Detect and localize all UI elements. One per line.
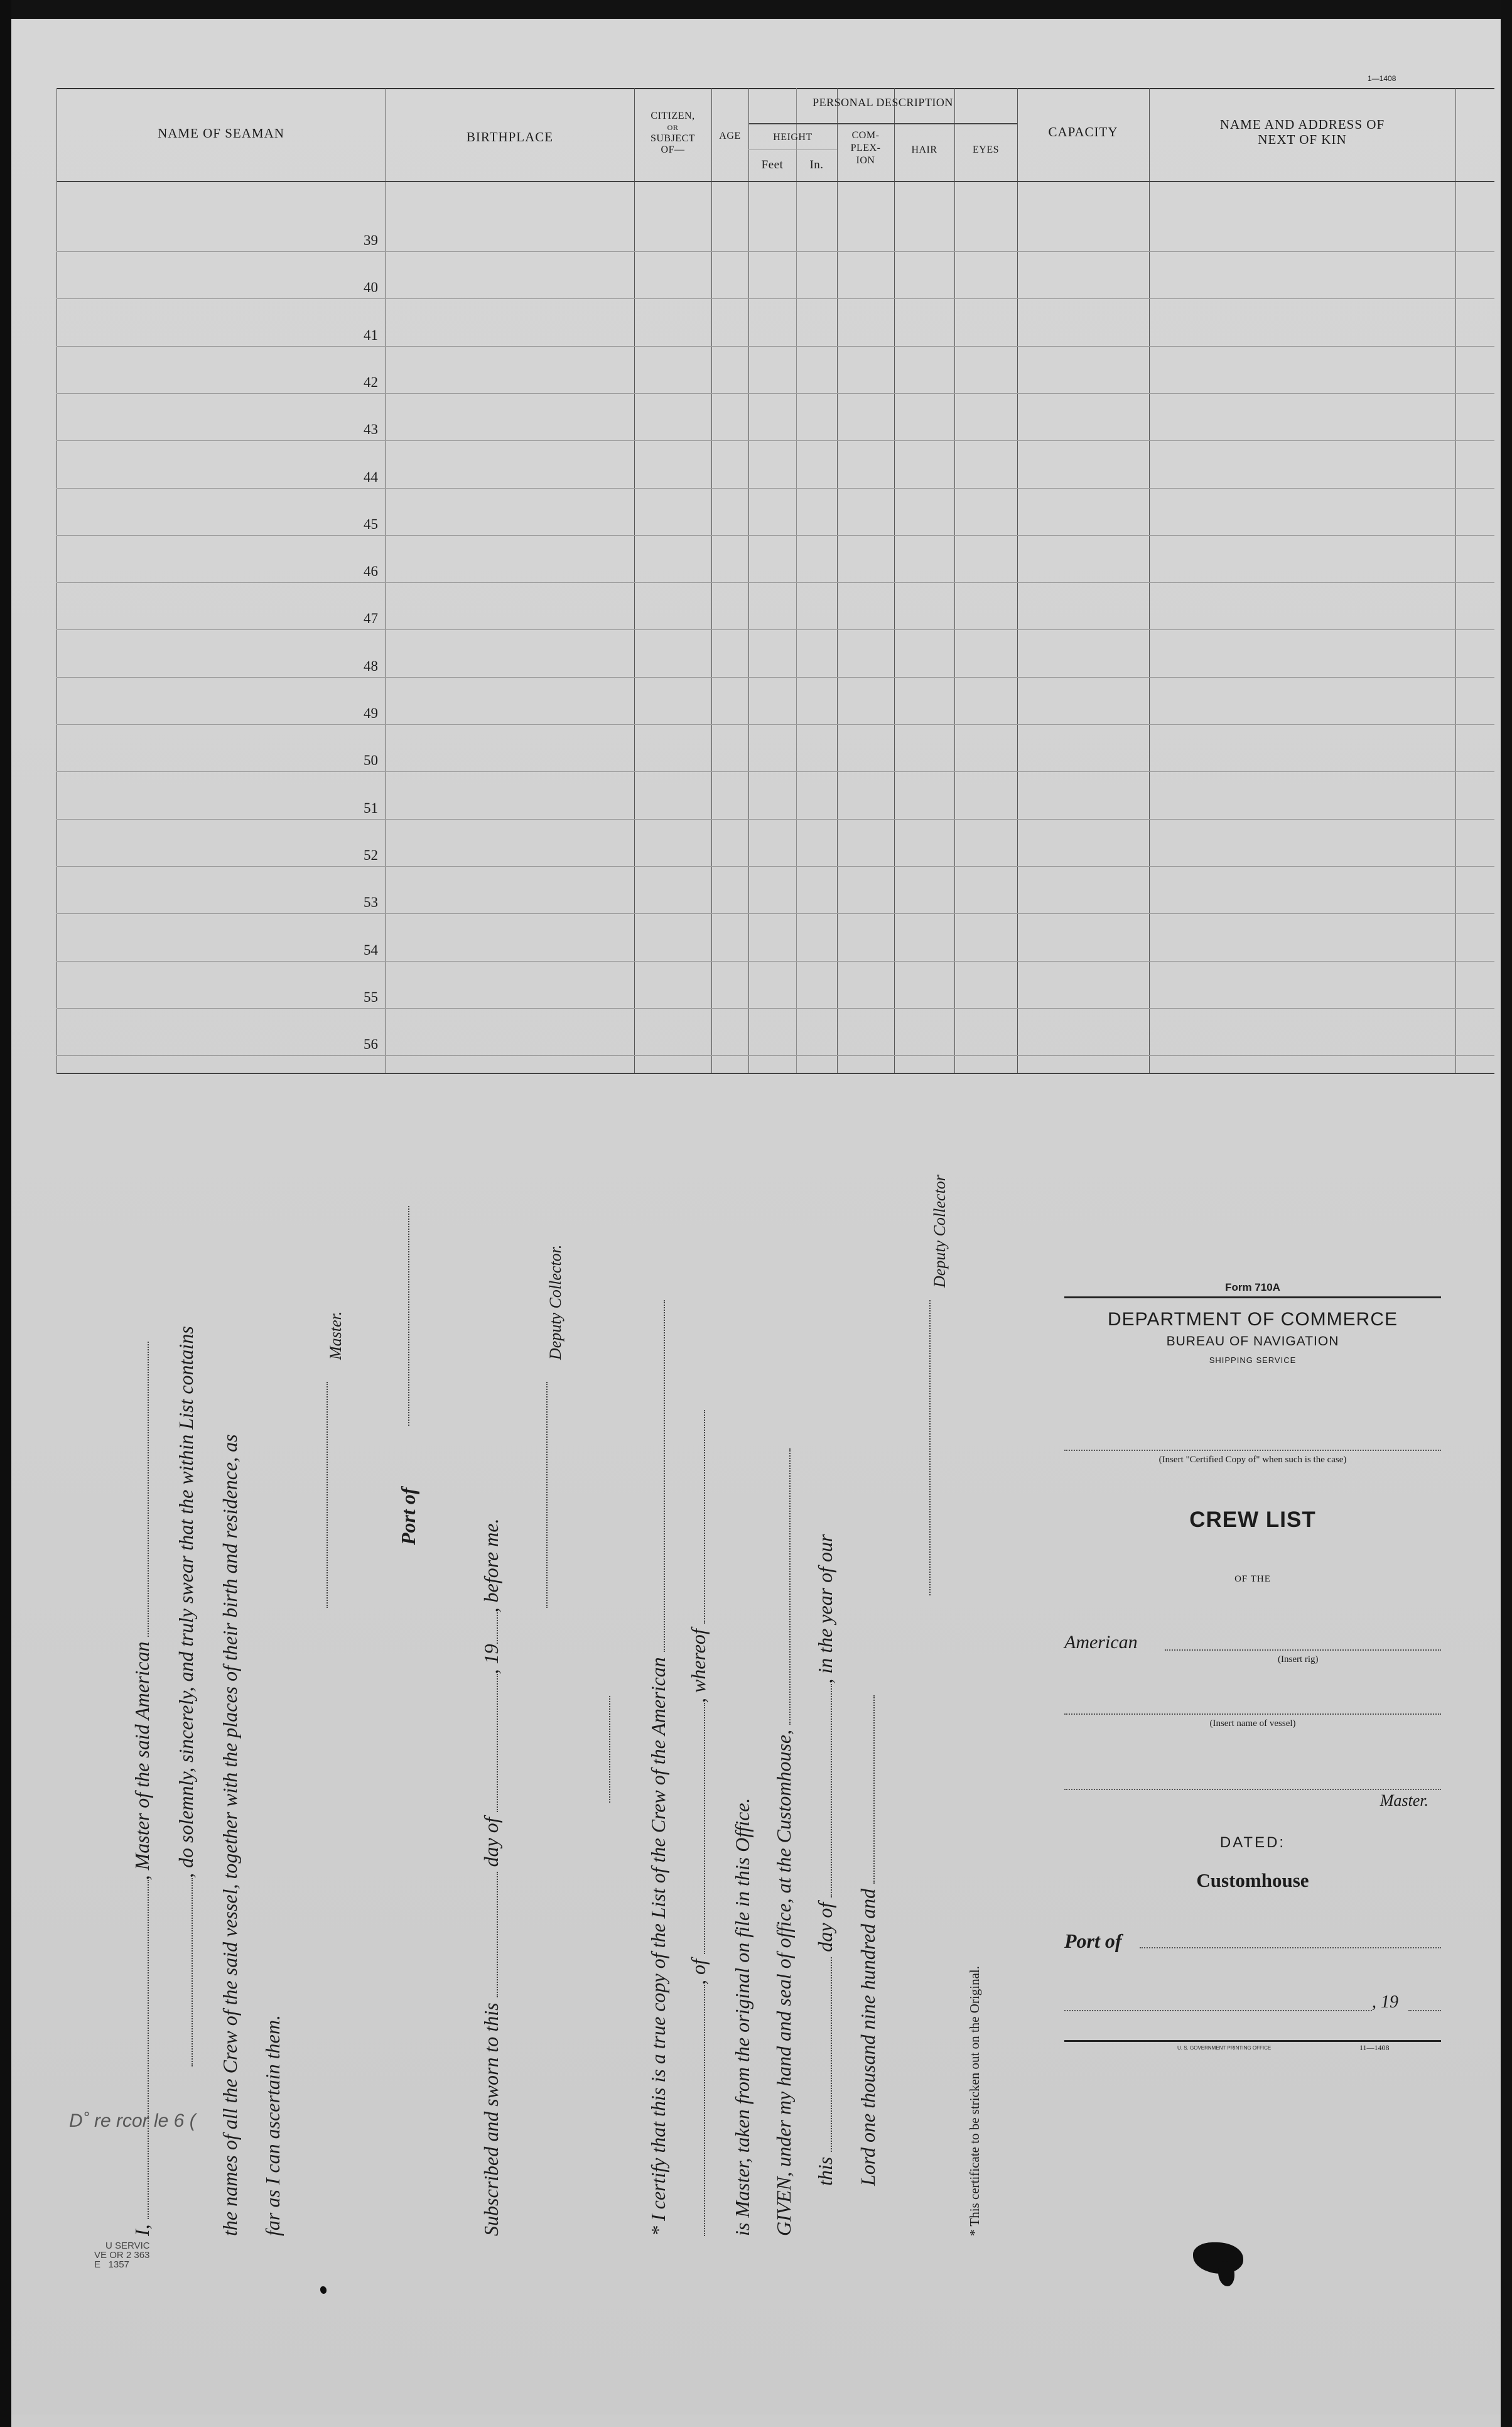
header-hair: HAIR	[911, 144, 937, 155]
header-citizen-line: OF—	[661, 144, 685, 155]
subscribed-day-blank	[482, 1872, 498, 1997]
given-text-3: day of	[814, 1902, 836, 1952]
certificate-footnote: * This certificate to be stricken out on the Original.	[967, 1966, 982, 2236]
form-number: Form 710A	[1225, 1281, 1280, 1293]
given-text-4: , in the year of our	[814, 1534, 836, 1684]
insert-vessel-note: (Insert name of vessel)	[1209, 1718, 1296, 1729]
row-number: 44	[364, 469, 378, 485]
table-row	[57, 582, 1494, 583]
header-complexion-line: COM-	[851, 130, 880, 141]
row-number: 55	[364, 989, 378, 1005]
oath-deputy-collector-2: Deputy Collector	[931, 1175, 949, 1288]
col-rule	[1455, 88, 1456, 1074]
insert-rig-note: (Insert rig)	[1278, 1654, 1319, 1664]
header-complexion	[837, 129, 894, 167]
year-line	[1408, 2010, 1441, 2011]
col-rule	[837, 88, 838, 1074]
row-number: 47	[364, 611, 378, 626]
col-rule	[796, 88, 797, 1074]
panel-top-rule	[1064, 1296, 1441, 1298]
table-row	[57, 771, 1494, 772]
table-row	[57, 393, 1494, 394]
ink-dot	[320, 2286, 327, 2294]
oath-line-4: far as I can ascertain them.	[261, 2015, 284, 2236]
given-year-blank	[858, 1695, 875, 1884]
insert-certified-note: (Insert "Certified Copy of" when such is the case)	[1158, 1455, 1347, 1465]
col-rule	[894, 88, 895, 1074]
oath-port-of: Port of	[397, 1487, 419, 1545]
col-rule	[711, 88, 712, 1074]
given-day-blank	[816, 1957, 832, 2152]
row-number: 52	[364, 847, 378, 863]
header-citizen-line: OR	[667, 123, 679, 132]
master-label: Master.	[1380, 1791, 1428, 1810]
table-row	[57, 819, 1494, 820]
of-the-label: OF THE	[1234, 1574, 1271, 1584]
col-rule	[634, 88, 635, 1074]
deputy-signature-line	[546, 1382, 548, 1608]
scan-border-top	[0, 0, 1512, 19]
header-next-of-kin-line: NEXT OF KIN	[1258, 132, 1347, 147]
dated-label: DATED:	[1219, 1834, 1286, 1851]
crew-table	[57, 88, 1494, 1075]
printer-code: 11—1408	[1359, 2043, 1390, 2052]
stamp-line: U SERVIC	[105, 2240, 150, 2251]
oath-19: , 19	[480, 1644, 502, 1675]
scan-border-left	[0, 0, 11, 2427]
printer-credit: U. S. GOVERNMENT PRINTING OFFICE	[1177, 2045, 1272, 2051]
table-row	[57, 866, 1494, 867]
cert-name-blank	[689, 1985, 705, 2236]
height-rule	[748, 149, 837, 150]
bureau-title: BUREAU OF NAVIGATION	[1166, 1334, 1339, 1349]
col-rule	[748, 88, 749, 1074]
header-eyes: EYES	[973, 144, 999, 155]
given-text-2: this	[814, 2156, 836, 2186]
col-rule	[1149, 88, 1150, 1074]
cert-master-blank	[689, 1410, 705, 1624]
oath-i: I,	[131, 2224, 153, 2236]
separator-rule	[609, 1696, 610, 1803]
row-number: 54	[364, 942, 378, 958]
certified-copy-line	[1064, 1450, 1441, 1451]
header-height: HEIGHT	[773, 132, 813, 143]
header-complexion-line: ION	[856, 155, 875, 166]
row-number: 48	[364, 658, 378, 674]
stamp-line-part: E	[94, 2259, 101, 2270]
port-line	[1140, 1947, 1441, 1948]
master-signature-line	[327, 1382, 328, 1608]
rig-line	[1165, 1649, 1441, 1651]
stamp-line-part: 1357	[108, 2259, 129, 2270]
row-number: 49	[364, 705, 378, 721]
deputy2-signature-line	[929, 1300, 931, 1595]
header-citizen-line: SUBJECT	[650, 133, 696, 144]
row-number: 53	[364, 894, 378, 910]
oath-before-me: , before me.	[480, 1518, 502, 1613]
cert-vessel-blank	[649, 1300, 665, 1652]
oath-day-of: day of	[480, 1817, 502, 1867]
rotated-stamp	[94, 2241, 150, 2269]
table-bottom-rule	[57, 1073, 1494, 1074]
cert-text-1: * I certify that this is a true copy of the List of the Crew of the American	[647, 1657, 669, 2236]
given-customhouse-blank	[774, 1448, 791, 1725]
oath-deputy-collector: Deputy Collector.	[546, 1244, 564, 1360]
crew-list-title: CREW LIST	[1189, 1507, 1316, 1532]
given-month-blank	[816, 1684, 832, 1898]
stamp-line-part: OR 2 363	[109, 2250, 150, 2261]
ink-smudge: D˚ re rcor le 6 (	[69, 2110, 196, 2131]
header-birthplace: BIRTHPLACE	[466, 129, 554, 144]
cert-text-3: , whereof	[687, 1629, 710, 1703]
scan-border-right	[1501, 0, 1512, 2427]
row-number: 40	[364, 280, 378, 295]
row-number: 45	[364, 516, 378, 532]
date-line	[1064, 2010, 1372, 2011]
ink-blot	[1218, 2261, 1234, 2286]
header-complexion-line: PLEX-	[850, 143, 881, 153]
oath-line-2: , do solemnly, sincerely, and truly swear that the within List contains	[175, 1326, 197, 1878]
table-row	[57, 440, 1494, 441]
port-of-label: Port of	[1064, 1930, 1122, 1952]
col-rule	[954, 88, 955, 1074]
table-row	[57, 346, 1494, 347]
table-row	[57, 251, 1494, 252]
port-of-line	[408, 1206, 409, 1426]
form-code-top: 1—1408	[1368, 74, 1396, 83]
header-next-of-kin	[1149, 117, 1455, 147]
panel-bottom-rule	[1064, 2040, 1441, 2042]
cert-text-4: is Master, taken from the original on file in this Office.	[731, 1798, 753, 2236]
customhouse-label: Customhouse	[1196, 1869, 1309, 1891]
personal-desc-rule	[748, 123, 1017, 124]
row-number: 50	[364, 752, 378, 768]
port-blank	[176, 1878, 193, 2066]
table-row	[57, 724, 1494, 725]
stamp-line	[94, 2251, 150, 2260]
table-row	[57, 1055, 1494, 1056]
given-text-1: GIVEN, under my hand and seal of office, at the Customhouse,	[772, 1729, 795, 2236]
header-citizen-line: CITIZEN,	[651, 111, 695, 121]
table-row	[57, 913, 1494, 914]
cert-text-2: , of	[687, 1959, 710, 1985]
form-cover-panel	[1064, 1281, 1441, 2057]
oath-subscribed: Subscribed and sworn to this	[480, 2002, 502, 2236]
row-number: 51	[364, 800, 378, 816]
header-capacity: CAPACITY	[1048, 124, 1118, 139]
master-name-blank	[132, 1880, 149, 2219]
header-citizen	[634, 111, 711, 156]
table-row	[57, 961, 1494, 962]
subscribed-year-blank	[482, 1612, 498, 1644]
table-row	[57, 298, 1494, 299]
col-rule	[1017, 88, 1018, 1074]
cert-port-blank	[689, 1703, 705, 1954]
oath-line-1: , Master of the said American	[131, 1641, 153, 1881]
stamp-line-part: VE	[94, 2250, 107, 2261]
oath-line-3: the names of all the Crew of the said vessel, together with the places of their birth and residence, as	[219, 1434, 241, 2236]
header-inches: In.	[809, 158, 824, 171]
row-number: 42	[364, 374, 378, 390]
table-row	[57, 535, 1494, 536]
subscribed-month-blank	[482, 1674, 498, 1812]
header-personal-description: PERSONAL DESCRIPTION	[813, 96, 953, 109]
row-number: 41	[364, 327, 378, 343]
header-next-of-kin-line: NAME AND ADDRESS OF	[1219, 117, 1385, 132]
row-number: 46	[364, 563, 378, 579]
row-number: 56	[364, 1036, 378, 1052]
service-title: SHIPPING SERVICE	[1209, 1355, 1297, 1365]
table-row	[57, 677, 1494, 678]
row-number: 39	[364, 232, 378, 248]
header-bottom-rule	[57, 181, 1494, 182]
department-title: DEPARTMENT OF COMMERCE	[1107, 1309, 1398, 1330]
vessel-name-blank	[132, 1342, 149, 1637]
master-line	[1064, 1789, 1441, 1790]
table-row	[57, 1008, 1494, 1009]
stamp-line	[94, 2260, 150, 2269]
oath-master-label: Master.	[327, 1311, 345, 1360]
table-row	[57, 488, 1494, 489]
header-feet: Feet	[761, 158, 784, 171]
row-number: 43	[364, 421, 378, 437]
given-text-5: Lord one thousand nine hundred and	[856, 1888, 879, 2186]
vessel-line	[1064, 1713, 1441, 1715]
header-name-of-seaman: NAME OF SEAMAN	[158, 126, 284, 141]
american-label: American	[1064, 1632, 1138, 1653]
header-age: AGE	[719, 131, 741, 141]
table-row	[57, 629, 1494, 630]
master-oath	[94, 1175, 1005, 2236]
year-prefix: , 19	[1372, 1992, 1398, 2012]
